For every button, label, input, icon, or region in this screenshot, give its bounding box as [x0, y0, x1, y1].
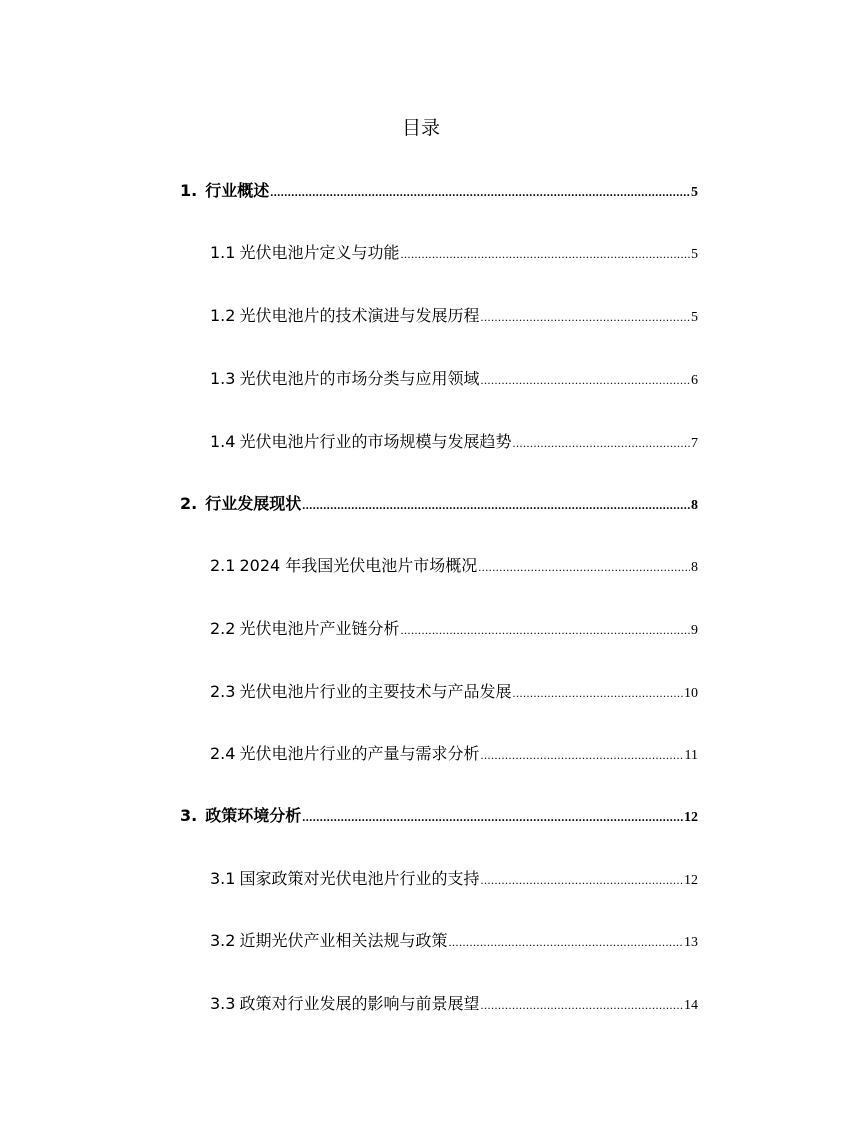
toc-entry-page: 5	[691, 247, 698, 262]
toc-leader-dots	[480, 748, 683, 762]
toc-entry-3-2[interactable]	[210, 929, 698, 955]
toc-entry-page: 12	[684, 873, 698, 888]
toc-entry-2-2[interactable]	[210, 617, 698, 643]
toc-leader-dots	[478, 560, 690, 574]
toc-entry-number: 3.1	[210, 869, 236, 888]
toc-entry-number: 2.	[180, 494, 198, 513]
page-title: 目录	[401, 117, 440, 139]
toc-entry-number: 2.2	[210, 619, 236, 638]
toc-entry-page: 12	[684, 810, 698, 825]
toc-entry-title: 光伏电池片的市场分类与应用领域	[239, 369, 480, 388]
toc-leader-dots	[480, 310, 690, 324]
toc-leader-dots	[302, 498, 690, 512]
toc-leader-dots	[448, 935, 683, 949]
toc-leader-dots	[512, 436, 690, 450]
toc-entry-3[interactable]	[180, 804, 698, 830]
toc-entry-number: 2.1	[210, 556, 236, 575]
toc-leader-dots	[480, 873, 683, 887]
toc-entry-title: 光伏电池片行业的主要技术与产品发展	[239, 682, 512, 701]
toc-entry-number: 3.3	[210, 994, 236, 1013]
toc-entry-number: 3.2	[210, 931, 236, 950]
toc-leader-dots	[512, 686, 683, 700]
toc-entry-number: 2.4	[210, 744, 236, 763]
toc-entry-page: 13	[684, 935, 698, 950]
toc-entry-1-2[interactable]	[210, 304, 698, 330]
toc-entry-3-1[interactable]	[210, 867, 698, 893]
toc-entry-number: 2.3	[210, 682, 236, 701]
toc-entry-number: 1.	[180, 181, 198, 200]
toc-entry-title: 光伏电池片定义与功能	[239, 243, 400, 262]
toc-leader-dots	[270, 185, 690, 199]
toc-entry-page: 8	[691, 560, 698, 575]
toc-entry-title: 政策环境分析	[205, 806, 302, 825]
toc-entry-title: 政策对行业发展的影响与前景展望	[239, 994, 480, 1013]
toc-entry-number: 1.1	[210, 243, 236, 262]
toc-entry-title: 光伏电池片的技术演进与发展历程	[239, 306, 480, 325]
toc-entry-number: 1.3	[210, 369, 236, 388]
toc-entry-page: 8	[691, 498, 698, 513]
toc-entry-page: 7	[691, 436, 698, 451]
toc-leader-dots	[400, 247, 690, 261]
toc-entry-3-3[interactable]	[210, 992, 698, 1018]
toc-entry-1-1[interactable]	[210, 241, 698, 267]
toc-entry-page: 9	[691, 623, 698, 638]
toc-entry-2-4[interactable]	[210, 742, 698, 768]
toc-entry-2-3[interactable]	[210, 680, 698, 706]
toc-entry-title: 近期光伏产业相关法规与政策	[239, 931, 448, 950]
toc-leader-dots	[302, 810, 683, 824]
toc-entry-page: 5	[691, 310, 698, 325]
toc-entry-title: 光伏电池片行业的市场规模与发展趋势	[239, 432, 512, 451]
toc-entry-1-3[interactable]	[210, 367, 698, 393]
toc-entry-2[interactable]	[180, 492, 698, 518]
toc-entry-page: 6	[691, 373, 698, 388]
toc-entry-page: 14	[684, 998, 698, 1013]
toc-entry-title: 国家政策对光伏电池片行业的支持	[239, 869, 480, 888]
toc-entry-title: 行业发展现状	[205, 494, 302, 513]
toc-entry-1[interactable]	[180, 179, 698, 205]
toc-leader-dots	[480, 998, 683, 1012]
toc-entry-title: 2024 年我国光伏电池片市场概况	[239, 556, 478, 575]
toc-entry-title: 行业概述	[205, 181, 270, 200]
toc-leader-dots	[480, 373, 690, 387]
toc-entry-page: 10	[684, 686, 698, 701]
toc-entry-title: 光伏电池片行业的产量与需求分析	[239, 744, 480, 763]
toc-entry-1-4[interactable]	[210, 430, 698, 456]
toc-entry-number: 1.2	[210, 306, 236, 325]
toc-entry-2-1[interactable]	[210, 554, 698, 580]
toc-entry-number: 3.	[180, 806, 198, 825]
toc-entry-number: 1.4	[210, 432, 236, 451]
toc-entry-page: 11	[684, 748, 698, 763]
toc-entry-title: 光伏电池片产业链分析	[239, 619, 400, 638]
toc-leader-dots	[400, 623, 690, 637]
toc-entry-page: 5	[691, 185, 698, 200]
